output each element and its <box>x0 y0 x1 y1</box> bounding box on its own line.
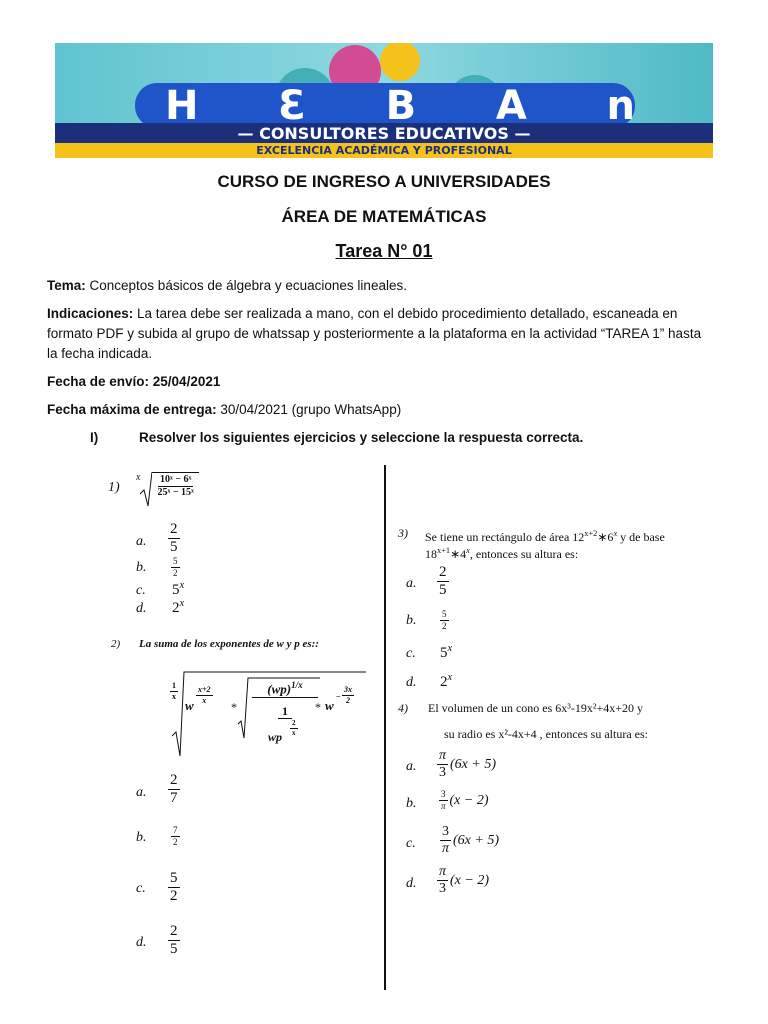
q2-option-d[interactable] <box>168 924 180 957</box>
q1-option-d-exp: x <box>179 598 185 609</box>
q1-denominator: 25ˣ − 15ˣ <box>157 487 194 498</box>
q2-p-exp <box>290 720 298 737</box>
tema-value: Conceptos básicos de álgebra y ecuaciones lineales. <box>85 278 407 293</box>
indicaciones-value: La tarea debe ser realizada a mano, con el debido procedimiento detallado, escaneada en formato PDF y subida al grupo de whatssap y posteriormente a la plataforma en la actividad “TAREA 1” hasta la fecha indicada. <box>47 306 702 361</box>
q1-root-index: x <box>136 472 141 483</box>
q2-p-exp-den: x <box>292 729 296 737</box>
column-divider <box>384 465 386 990</box>
q4-line2: su radio es x²-4x+4 , entonces su altura es: <box>444 727 648 741</box>
q1-option-c-exp: x <box>179 580 185 591</box>
q4-option-b-expr: (x − 2) <box>449 792 489 808</box>
q1-option-d-base: 2 <box>172 600 180 616</box>
q1-option-c[interactable] <box>172 580 184 599</box>
q2-w2-exp-den: 2 <box>346 696 350 705</box>
q2-wp-exp: 1/x <box>291 680 303 690</box>
q3-option-b-label[interactable]: b. <box>406 613 417 628</box>
fecha-envio-value: 25/04/2021 <box>149 374 221 389</box>
q1-option-b-label[interactable]: b. <box>136 560 147 575</box>
logo-letter: H <box>165 83 199 129</box>
q1-option-a-num: 2 <box>170 521 178 537</box>
q4-line1: El volumen de un cono es 6x³-19x²+4x+20 y <box>428 701 644 715</box>
q2-text: La suma de los exponentes de w y p es:: <box>139 638 319 650</box>
q2-option-b-label[interactable]: b. <box>136 830 147 845</box>
q2-wp-den: wp <box>268 730 283 744</box>
q2-w2-minus: − <box>336 692 341 701</box>
area-title: ÁREA DE MATEMÁTICAS <box>281 207 487 226</box>
q1-option-a-label[interactable]: a. <box>136 534 147 549</box>
banner-tagline: EXCELENCIA ACADÉMICA Y PROFESIONAL <box>256 144 512 157</box>
q1-option-d-label[interactable]: d. <box>136 601 147 616</box>
q2-outer-index-num: 1 <box>172 681 176 690</box>
q1-option-d[interactable] <box>172 598 184 617</box>
q3-option-a-num: 2 <box>439 564 447 580</box>
logo-letter: B <box>385 83 417 129</box>
q1-option-c-label[interactable]: c. <box>136 583 146 598</box>
q3-option-d-label[interactable]: d. <box>406 675 417 690</box>
q3-text-d: 18 <box>425 547 437 561</box>
q2-wp: (wp) <box>267 681 292 697</box>
q1-option-c-base: 5 <box>172 582 180 598</box>
q4-option-b[interactable] <box>439 790 489 811</box>
q3-option-d-base: 2 <box>440 674 448 690</box>
q4-option-c-label[interactable]: c. <box>406 836 416 851</box>
q4-option-c-den: π <box>442 841 450 856</box>
q3-number: 3) <box>398 526 408 540</box>
q4-option-d-num: π <box>439 864 447 879</box>
q4-option-d[interactable] <box>437 865 489 896</box>
q1-option-b[interactable] <box>171 557 180 578</box>
fecha-envio-line <box>47 372 707 392</box>
q2-w2-exp <box>342 686 354 705</box>
q2-one <box>252 704 318 719</box>
q2-number: 2) <box>111 638 121 650</box>
q4-option-a-label[interactable]: a. <box>406 759 417 774</box>
q1-number: 1) <box>108 480 120 495</box>
q3-text-a: Se tiene un rectángulo de área 12 <box>425 530 585 544</box>
q4-option-a-expr: (6x + 5) <box>450 756 497 772</box>
q2-option-d-den: 5 <box>170 941 178 957</box>
q3-text-b: ∗6 <box>597 530 614 544</box>
q2-w-base: w <box>185 698 194 713</box>
indicaciones-label: Indicaciones: <box>47 306 134 321</box>
q3-option-a-den: 5 <box>439 582 447 598</box>
q2-option-d-num: 2 <box>170 923 178 939</box>
q1-option-a-den: 5 <box>170 539 178 555</box>
q3-option-a[interactable] <box>437 565 449 598</box>
q1-option-b-den: 2 <box>173 568 178 578</box>
q4-option-d-den: 3 <box>439 881 446 896</box>
q4-option-b-den: π <box>441 801 446 811</box>
q2-option-a-den: 7 <box>170 790 178 806</box>
q2-option-c-num: 5 <box>170 870 178 886</box>
q3-option-d-exp: x <box>447 672 453 683</box>
q2-one-text: 1 <box>278 704 292 719</box>
q1-root-sign <box>140 472 152 508</box>
q3-option-b-den: 2 <box>442 621 447 631</box>
q4-number: 4) <box>398 701 408 715</box>
logo-letter: A <box>495 83 527 129</box>
section-numeral: I) <box>90 430 99 445</box>
task-title-text: Tarea N° 01 <box>335 241 433 261</box>
course-title: CURSO DE INGRESO A UNIVERSIDADES <box>217 172 551 191</box>
q2-times-1: * <box>231 700 237 714</box>
q4-option-a-num: π <box>439 748 447 763</box>
q2-w-exp-num: x+2 <box>198 685 211 694</box>
q2-p-exp-num: 2 <box>292 719 296 727</box>
q2-option-c-label[interactable]: c. <box>136 881 146 896</box>
q3-exp-b: x <box>613 529 618 538</box>
q4-option-a[interactable] <box>437 749 496 780</box>
fecha-entrega-line <box>47 400 707 420</box>
q4-option-c-num: 3 <box>442 824 449 839</box>
q3-exp-d: x+1 <box>437 546 451 555</box>
q3-option-d[interactable] <box>440 672 452 691</box>
logo-letter: Ɛ <box>278 83 306 129</box>
q1-option-b-num: 5 <box>173 556 178 566</box>
q2-w2-base: w <box>325 698 334 713</box>
q3-option-c-label[interactable]: c. <box>406 646 416 661</box>
q2-times-2: * <box>315 700 321 714</box>
q4-option-b-num: 3 <box>441 789 446 799</box>
q3-option-c-exp: x <box>447 643 453 654</box>
q2-option-c-den: 2 <box>170 888 178 904</box>
q2-option-d-label[interactable]: d. <box>136 935 147 950</box>
q2-option-a-label[interactable]: a. <box>136 785 147 800</box>
fecha-entrega-value: 30/04/2021 (grupo WhatsApp) <box>216 402 402 417</box>
q3-exp-e: x <box>466 546 470 555</box>
q2-outer-index-den: x <box>172 692 176 701</box>
q2-w2-exp-num: 3x <box>344 685 352 694</box>
q4-option-a-den: 3 <box>439 765 446 780</box>
q3-option-a-label[interactable]: a. <box>406 576 417 591</box>
q4-option-b-label[interactable]: b. <box>406 796 417 811</box>
q1-numerator: 10ˣ − 6ˣ <box>159 474 192 485</box>
q2-option-a[interactable] <box>168 773 180 806</box>
q2-option-b[interactable] <box>171 826 180 847</box>
q3-text-line2 <box>425 543 715 562</box>
task-title <box>0 241 768 262</box>
q2-inner-num <box>252 680 318 698</box>
q3-option-c[interactable] <box>440 643 452 662</box>
fecha-envio-label: Fecha de envío: <box>47 374 150 389</box>
q2-option-b-num: 7 <box>173 825 178 835</box>
q4-option-d-expr: (x − 2) <box>450 872 490 888</box>
q4-option-c-expr: (6x + 5) <box>453 832 500 848</box>
q1-expression <box>136 470 199 508</box>
logo-letter: n <box>606 83 635 129</box>
q2-option-a-num: 2 <box>170 772 178 788</box>
q1-option-a[interactable] <box>168 522 180 555</box>
q2-option-c[interactable] <box>168 871 180 904</box>
q3-option-b[interactable] <box>440 610 449 631</box>
q2-w-exp <box>196 686 213 705</box>
q3-text-f: , entonces su altura es: <box>469 547 579 561</box>
banner-subtitle: — CONSULTORES EDUCATIVOS — <box>237 124 531 143</box>
q3-option-c-base: 5 <box>440 645 448 661</box>
q1-fraction <box>155 475 195 498</box>
q3-exp-a: x+2 <box>584 529 598 538</box>
indicaciones-paragraph <box>47 304 707 364</box>
q3-option-b-num: 5 <box>442 609 447 619</box>
q3-text-e: ∗4 <box>450 547 467 561</box>
q2-expression <box>170 666 370 758</box>
q2-option-b-den: 2 <box>173 837 178 847</box>
q4-option-d-label[interactable]: d. <box>406 876 417 891</box>
header-banner <box>55 43 713 158</box>
fecha-entrega-label: Fecha máxima de entrega: <box>47 402 217 417</box>
tema-label: Tema: <box>47 278 86 293</box>
q2-w-exp-den: x <box>202 696 207 705</box>
section-instruction: Resolver los siguientes ejercicios y seleccione la respuesta correcta. <box>139 430 584 445</box>
q4-option-c[interactable] <box>440 825 499 856</box>
tema-line <box>47 276 707 296</box>
q3-text-c: y de base <box>617 530 665 544</box>
